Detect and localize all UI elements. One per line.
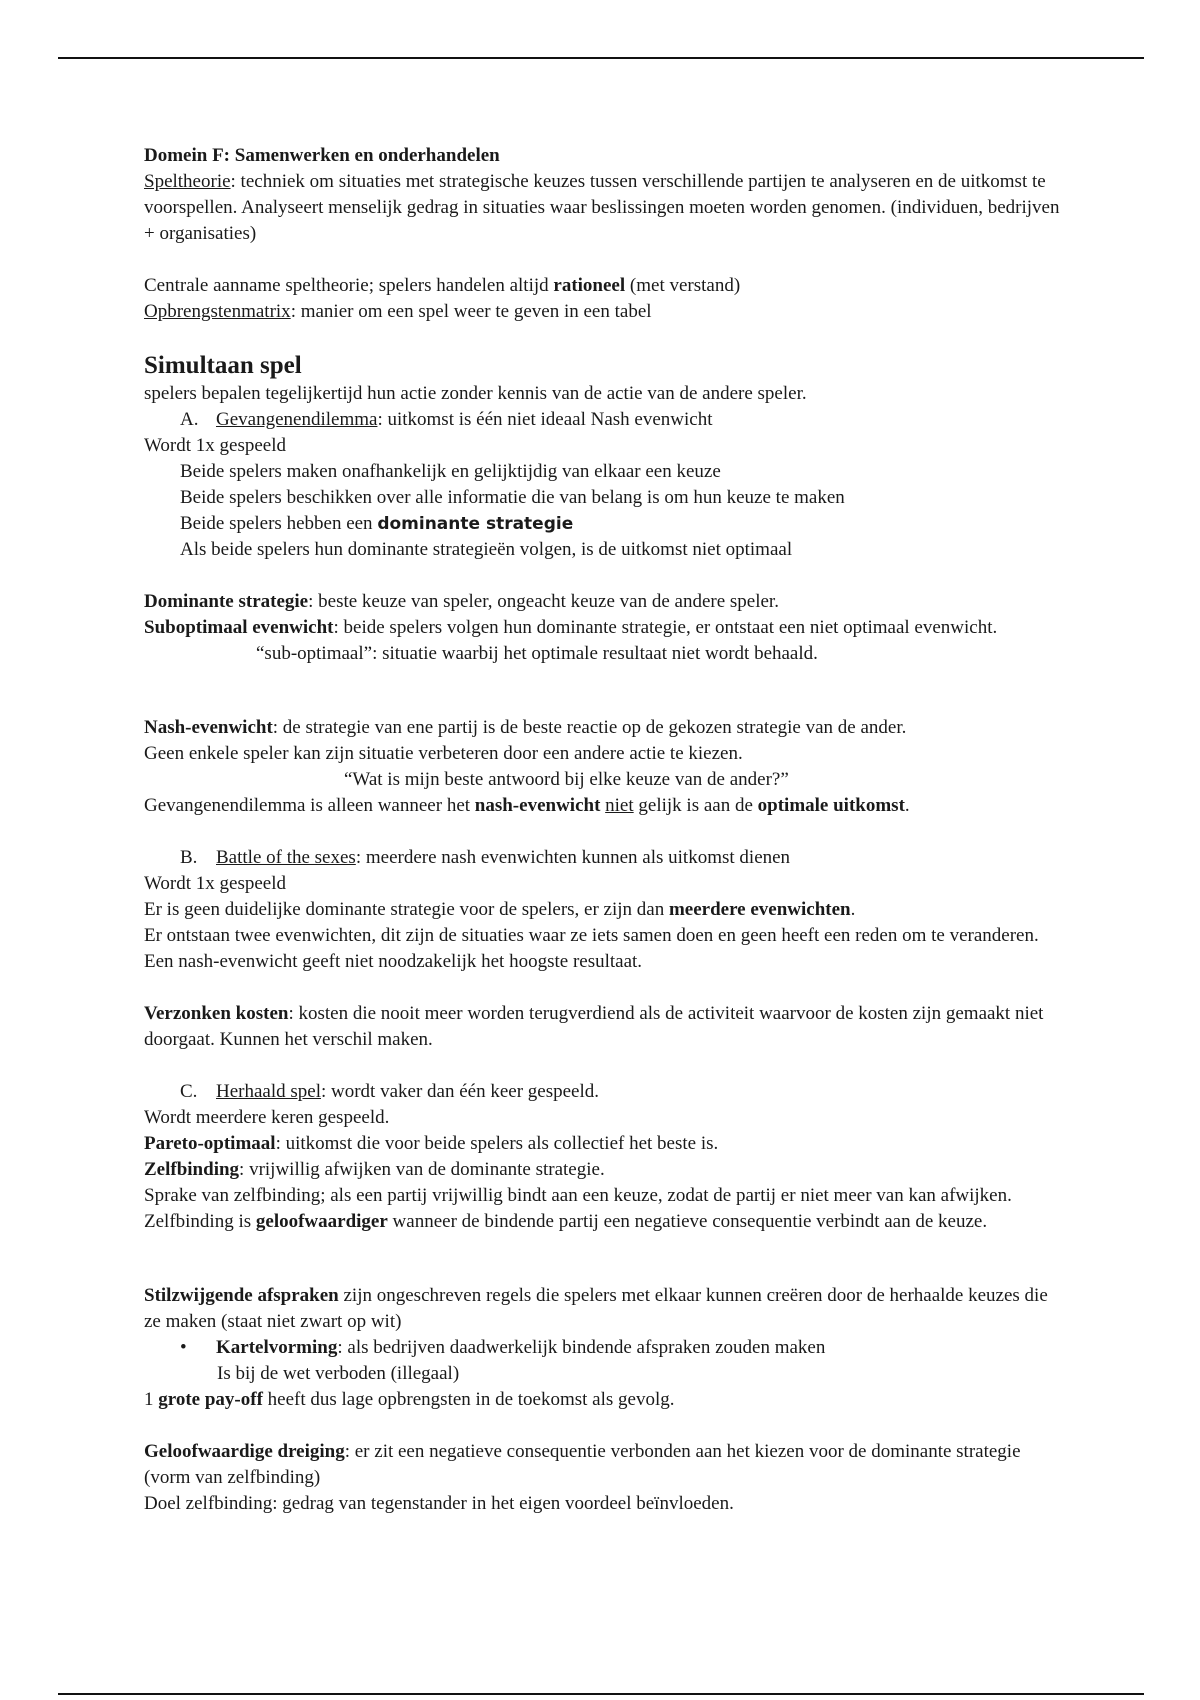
suboptimaal-definition: Suboptimaal evenwicht: beide spelers volgen hun dominante strategie, er ontstaat een niet optimaal evenwicht.“sub-optimaal”: situatie waarbij het optimale resultaat niet wordt behaald. bbox=[144, 617, 998, 664]
nash-quote: “Wat is mijn beste antwoord bij elke keuze van de ander?” bbox=[344, 769, 789, 790]
b-line-1: Er is geen duidelijke dominante strategie voor de spelers, er zijn dan meerdere evenwichten. bbox=[144, 899, 856, 920]
bottom-rule bbox=[58, 1693, 1144, 1695]
pay-off-line: 1 grote pay-off heeft dus lage opbrengsten in de toekomst als gevolg. bbox=[144, 1389, 675, 1410]
centrale-aanname: Centrale aanname speltheorie; spelers handelen altijd rationeel (met verstand) bbox=[144, 275, 741, 296]
simultaan-definition: spelers bepalen tegelijkertijd hun actie zonder kennis van de actie van de andere speler. bbox=[144, 383, 807, 404]
opbrengstenmatrix-definition: Opbrengstenmatrix: manier om een spel weer te geven in een tabel bbox=[144, 301, 652, 322]
list-item-b: B. Battle of the sexes: meerdere nash evenwichten kunnen als uitkomst dienen bbox=[180, 847, 791, 868]
bullet-kartelvorming: • Kartelvorming: als bedrijven daadwerkelijk bindende afspraken zouden maken bbox=[144, 1335, 1064, 1361]
pareto-definition: Pareto-optimaal: uitkomst die voor beide spelers als collectief het beste is. bbox=[144, 1133, 719, 1154]
nash-line-2: Geen enkele speler kan zijn situatie verbeteren door een andere actie te kiezen. bbox=[144, 743, 743, 764]
zelfbinding-explanation: Sprake van zelfbinding; als een partij vrijwillig bindt aan een keuze, zodat de partij er niet meer van kan afwijken. Zelfbinding is geloofwaardiger wanneer de bindende partij een negatieve consequentie verbindt aan de keuze. bbox=[144, 1185, 1012, 1232]
speltheorie-definition: Speltheorie: techniek om situaties met strategische keuzes tussen verschillende partijen te analyseren en de uitkomst te voorspellen. Analyseert menselijk gedrag in situaties waar beslissingen moeten worden genomen. (individuen, bedrijven + organisaties) bbox=[144, 171, 1060, 244]
b-line-2: Er ontstaan twee evenwichten, dit zijn de situaties waar ze iets samen doen en geen heeft een reden om te veranderen. Een nash-evenwicht geeft niet noodzakelijk het hoogste resultaat. bbox=[144, 925, 1039, 972]
bullet-icon: • bbox=[180, 1337, 187, 1358]
nash-line-4: Gevangenendilemma is alleen wanneer het nash-evenwicht niet gelijk is aan de optimale uitkomst. bbox=[144, 795, 910, 816]
stilzwijgende-afspraken: Stilzwijgende afspraken zijn ongeschreven regels die spelers met elkaar kunnen creëren door de herhaalde keuzes die ze maken (staat niet zwart op wit) bbox=[144, 1285, 1048, 1332]
dominante-strategie-definition: Dominante strategie: beste keuze van speler, ongeacht keuze van de andere speler. bbox=[144, 591, 779, 612]
top-rule bbox=[58, 57, 1144, 59]
list-item-c: C. Herhaald spel: wordt vaker dan één keer gespeeld. bbox=[180, 1081, 599, 1102]
a-line-4: Als beide spelers hun dominante strategieën volgen, is de uitkomst niet optimaal bbox=[180, 539, 793, 560]
document-title: Domein F: Samenwerken en onderhandelen bbox=[144, 145, 500, 166]
nash-definition: Nash-evenwicht: de strategie van ene partij is de beste reactie op de gekozen strategie van de ander. bbox=[144, 717, 907, 738]
kartelvorming-note: Is bij de wet verboden (illegaal) bbox=[217, 1363, 460, 1384]
document-body bbox=[144, 143, 1064, 1517]
list-item-a: A. Gevangenendilemma: uitkomst is één niet ideaal Nash evenwicht bbox=[180, 409, 713, 430]
a-line-3: Beide spelers hebben een dominante strategie bbox=[180, 513, 574, 534]
verzonken-kosten-definition: Verzonken kosten: kosten die nooit meer worden terugverdiend als de activiteit waarvoor de kosten zijn gemaakt niet doorgaat. Kunnen het verschil maken. bbox=[144, 1003, 1044, 1050]
zelfbinding-definition: Zelfbinding: vrijwillig afwijken van de dominante strategie. bbox=[144, 1159, 605, 1180]
b-played: Wordt 1x gespeeld bbox=[144, 873, 286, 894]
c-played: Wordt meerdere keren gespeeld. bbox=[144, 1107, 390, 1128]
a-played: Wordt 1x gespeeld bbox=[144, 435, 286, 456]
a-line-2: Beide spelers beschikken over alle informatie die van belang is om hun keuze te maken bbox=[180, 487, 845, 508]
doel-zelfbinding: Doel zelfbinding: gedrag van tegenstander in het eigen voordeel beïnvloeden. bbox=[144, 1493, 734, 1514]
a-line-1: Beide spelers maken onafhankelijk en gelijktijdig van elkaar een keuze bbox=[180, 461, 721, 482]
section-heading-simultaan: Simultaan spel bbox=[144, 352, 302, 379]
geloofwaardige-dreiging: Geloofwaardige dreiging: er zit een negatieve consequentie verbonden aan het kiezen voor de dominante strategie (vorm van zelfbinding) bbox=[144, 1441, 1021, 1488]
